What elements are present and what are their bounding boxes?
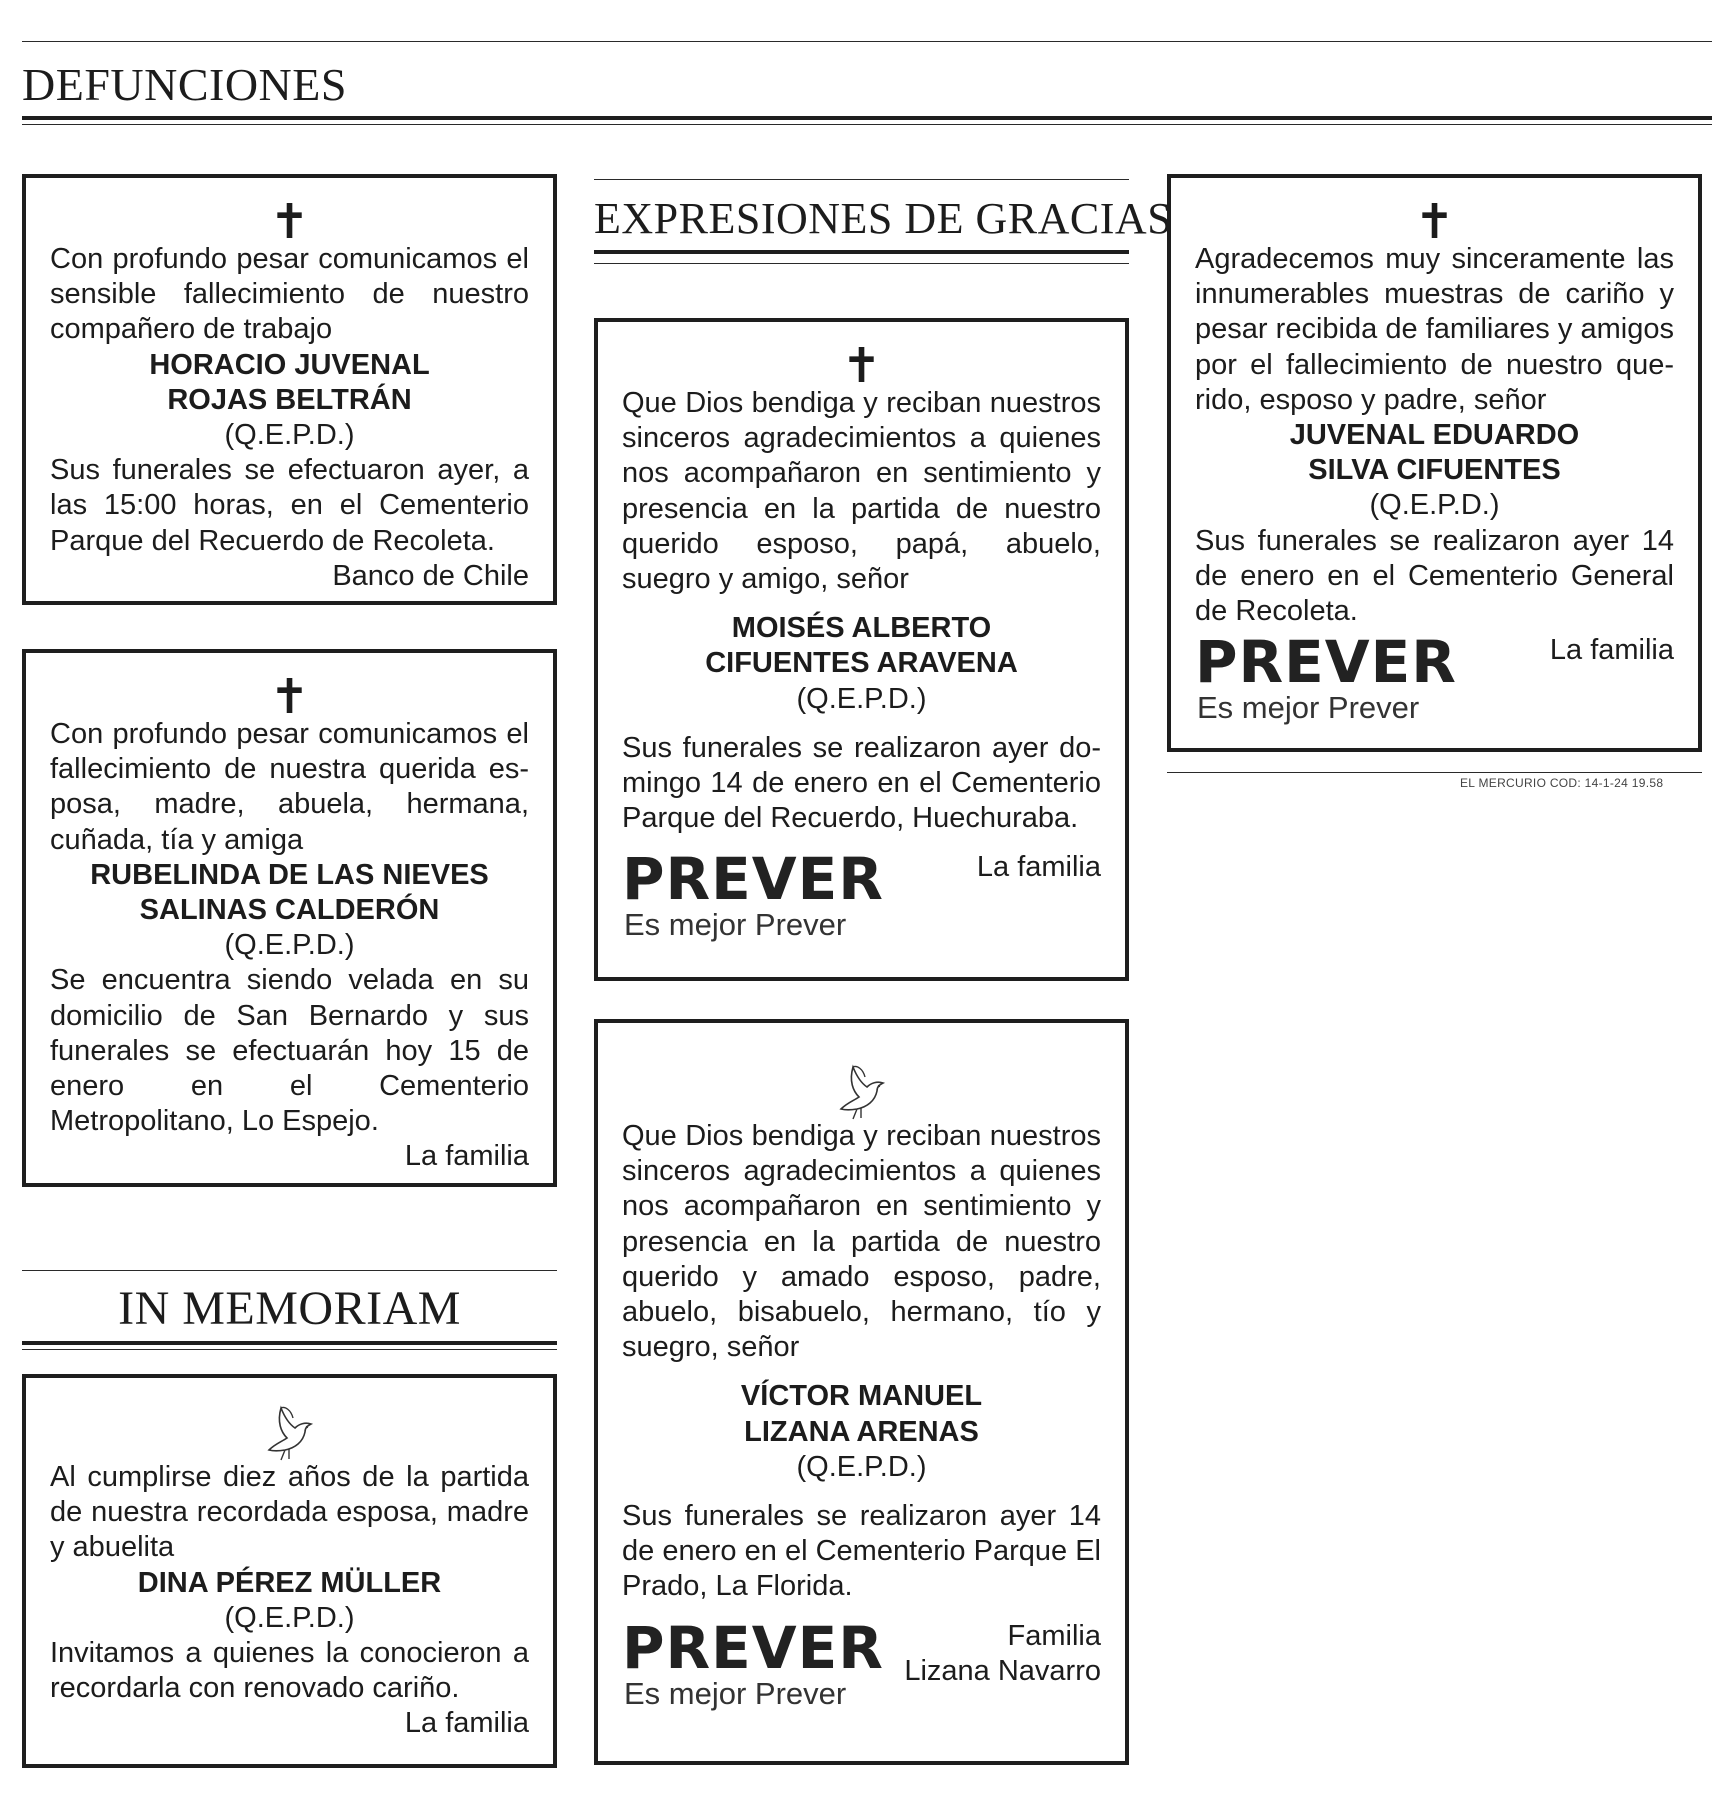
gracias-rule-thick [594, 250, 1129, 254]
prever-logo: PREVER Es mejor Prever [622, 845, 884, 943]
thanks-notice [1167, 174, 1702, 752]
publication-code: EL MERCURIO COD: 14-1-24 19.58 [1460, 776, 1664, 790]
deceased-name: HORACIO JUVENAL [149, 348, 430, 381]
qepd-label: (Q.E.P.D.) [224, 419, 355, 452]
qepd-label: (Q.E.P.D.) [1369, 489, 1500, 522]
column-end-rule [1167, 772, 1702, 773]
top-rule [22, 41, 1712, 42]
obituary-notice [22, 174, 557, 605]
memoriam-title: IN MEMORIAM [118, 1282, 461, 1335]
cross-icon: ✝ [269, 194, 310, 250]
notice-signature: La familia [976, 851, 1101, 884]
notice-body: Invitamos a quienes la conocieron a recordarla con renovado cariño. [50, 1637, 529, 1705]
deceased-surname: CIFUENTES ARAVENA [705, 647, 1018, 680]
memoriam-rule-thin [22, 1349, 557, 1350]
notice-body: Sus funerales se realizaron ayer domingo 14 de enero en el Cementerio Parque del Recuerdo, Huechuraba. [622, 731, 1101, 835]
memoriam-notice [22, 1374, 557, 1768]
gracias-top-rule [594, 179, 1129, 180]
deceased-surname: SILVA CIFUENTES [1308, 454, 1561, 487]
notice-intro: Que Dios bendiga y reciban nuestros sinceros agradecimientos a quienes nos acompañaron en sentimiento y presencia en la partida de nuestro querido esposo, papá, abuelo, suegro y amigo, señor [622, 387, 1101, 596]
deceased-name: JUVENAL EDUARDO [1289, 419, 1580, 452]
cross-icon: ✝ [1414, 194, 1455, 250]
qepd-label: (Q.E.P.D.) [224, 929, 355, 962]
title-rule-thick [22, 116, 1712, 120]
obituary-notice [22, 649, 557, 1187]
memoriam-rule-thick [22, 1341, 557, 1345]
notice-body: Sus funerales se efectuaron ayer, a las 15:00 horas, en el Cementerio Parque del Recuerdo de Recoleta. [50, 454, 529, 557]
cross-icon: ✝ [269, 669, 310, 725]
cross-icon: ✝ [841, 338, 882, 394]
thanks-notice [594, 318, 1129, 981]
notice-signature: La familia [404, 1707, 529, 1740]
thanks-notice [594, 1019, 1129, 1765]
notice-intro: Al cumplirse diez años de la partida de nuestra recordada esposa, madre y abuelita [50, 1461, 529, 1564]
deceased-surname: ROJAS BELTRÁN [167, 383, 412, 416]
notice-intro: Con profundo pesar comunicamos el sensible fallecimiento de nuestro compañero de trabajo [50, 243, 529, 346]
prever-logo: PREVER Es mejor Prever [1195, 628, 1457, 726]
page-title: DEFUNCIONES [22, 59, 347, 110]
notice-signature: Familia Lizana Navarro [904, 1619, 1101, 1687]
qepd-label: (Q.E.P.D.) [796, 682, 927, 715]
memoriam-top-rule [22, 1270, 557, 1271]
notice-signature: La familia [1549, 634, 1674, 667]
notice-intro: Con profundo pesar comunicamos el fallecimiento de nuestra querida esposa, madre, abuela, hermana, cuñada, tía y amiga [50, 718, 529, 856]
dove-icon [622, 1057, 1101, 1119]
deceased-name: MOISÉS ALBERTO [731, 612, 992, 645]
qepd-label: (Q.E.P.D.) [224, 1601, 355, 1634]
deceased-name: RUBELINDA DE LAS NIEVES [90, 858, 489, 891]
notice-intro: Que Dios bendiga y reciban nuestros sinceros agradecimientos a quienes nos acompañaron en sentimiento y presencia en la partida de nuestro querido y amado esposo, padre, abuelo, bisabuelo, hermano, tío y suegro, señor [622, 1120, 1101, 1364]
notice-signature: Banco de Chile [332, 559, 529, 592]
notice-body: Se encuentra siendo velada en su domicilio de San Bernardo y sus funerales se efectuarán hoy 15 de enero en el Cementerio Metropolitano, Lo Espejo. [50, 964, 529, 1138]
dove-icon [50, 1398, 529, 1460]
notice-body: Sus funerales se realizaron ayer 14 de enero en el Cementerio Parque El Prado, La Florida. [622, 1500, 1101, 1603]
gracias-title: EXPRESIONES DE GRACIAS [594, 194, 1173, 243]
deceased-name: DINA PÉREZ MÜLLER [137, 1566, 442, 1599]
deceased-surname: SALINAS CALDERÓN [139, 894, 440, 927]
deceased-surname: LIZANA ARENAS [744, 1415, 979, 1448]
prever-logo: PREVER Es mejor Prever [622, 1613, 884, 1711]
title-rule-thin [22, 124, 1712, 125]
deceased-name: VÍCTOR MANUEL [740, 1380, 983, 1413]
notice-body: Sus funerales se realizaron ayer 14 de enero en el Cementerio General de Recoleta. [1195, 524, 1674, 628]
notice-intro: Agradecemos muy sinceramente las innumerables muestras de cariño y pesar recibida de familiares y amigos por el fallecimiento de nuestro querido, esposo y padre, señor [1195, 243, 1674, 416]
notice-signature: La familia [404, 1140, 529, 1173]
gracias-rule-thin [594, 263, 1129, 264]
qepd-label: (Q.E.P.D.) [796, 1450, 927, 1483]
